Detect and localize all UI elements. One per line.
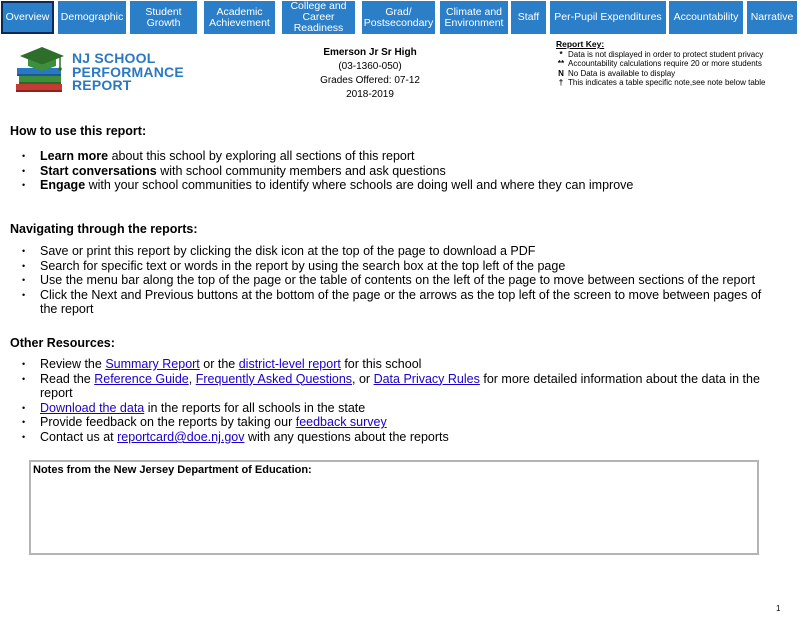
key-text: Accountability calculations require 20 or more students — [568, 59, 762, 69]
bullet-icon: • — [22, 417, 26, 428]
list-item — [22, 164, 782, 179]
contact-email-link[interactable]: reportcard@doe.nj.gov — [117, 429, 245, 444]
school-header — [290, 46, 450, 102]
item-text: about this school by exploring all sections of this report — [108, 149, 415, 163]
item-text: for more detailed information about the data in the report — [40, 371, 760, 401]
tab-grad-postsecondary[interactable] — [362, 1, 435, 34]
grades-offered: Grades Offered: 07-12 — [320, 75, 420, 86]
school-name: Emerson Jr Sr High — [323, 47, 417, 58]
tab-label: College and Career Readiness — [290, 0, 347, 34]
report-key-row — [556, 69, 796, 79]
report-key-row — [556, 59, 796, 69]
district-report-link[interactable]: district-level report — [238, 357, 341, 371]
notes-box — [29, 460, 759, 555]
item-bold: Learn more — [40, 149, 109, 163]
notes-title: Notes from the New Jersey Department of Education: — [33, 464, 312, 476]
list-item — [22, 149, 782, 164]
list-item — [22, 178, 782, 193]
navigating-heading: Navigating through the reports: — [10, 222, 198, 236]
how-to-use-list — [22, 149, 782, 193]
tab-label: Accountability — [673, 11, 739, 23]
key-symbol: ** — [557, 59, 565, 69]
graduation-cap-books-icon — [12, 44, 70, 102]
item-text: Use the menu bar along the top of the page or the table of contents on the left of the page to move between sections of the report — [40, 273, 756, 288]
bullet-icon: • — [22, 373, 26, 384]
item-text: Provide feedback on the reports by taking our — [40, 415, 296, 430]
tab-label: Demographic — [60, 11, 124, 23]
feedback-survey-link[interactable]: feedback survey — [295, 415, 387, 430]
tab-label: Narrative — [750, 11, 794, 23]
list-item — [22, 415, 782, 430]
key-text: Data is not displayed in order to protect student privacy — [568, 49, 764, 59]
faq-link[interactable]: Frequently Asked Questions — [195, 371, 353, 386]
list-item — [22, 401, 782, 416]
item-text: in the reports for all schools in the state — [144, 400, 366, 415]
tab-college-career-readiness[interactable] — [282, 1, 355, 34]
download-data-link[interactable]: Download the data — [40, 400, 145, 415]
tab-label: Student Growth — [145, 5, 182, 29]
tab-narrative[interactable] — [747, 1, 797, 34]
reference-guide-link[interactable]: Reference Guide — [94, 371, 189, 386]
report-key — [556, 40, 796, 88]
list-item — [22, 273, 782, 288]
bullet-icon: • — [22, 402, 26, 413]
bullet-icon: • — [22, 260, 26, 271]
tab-overview[interactable] — [1, 1, 54, 34]
bullet-icon: • — [22, 180, 26, 191]
item-text: or the — [199, 357, 239, 371]
report-key-row — [556, 50, 796, 60]
logo-line: PERFORMANCE — [72, 63, 184, 80]
key-symbol: N — [558, 68, 564, 78]
bullet-icon: • — [22, 359, 26, 369]
list-item — [22, 288, 782, 317]
key-symbol: * — [559, 49, 563, 59]
bullet-icon: • — [22, 275, 26, 286]
item-text: , — [188, 371, 196, 386]
tab-demographic[interactable] — [58, 1, 126, 34]
report-key-row — [556, 78, 796, 88]
page-number: 1 — [776, 604, 781, 613]
item-text: Click the Next and Previous buttons at the bottom of the page or the arrows as the top left of the screen to move between pages of the report — [40, 287, 762, 317]
school-code: (03-1360-050) — [338, 61, 402, 72]
item-bold: Start conversations — [40, 163, 157, 178]
list-item — [22, 244, 782, 259]
other-resources-list — [22, 357, 782, 445]
tab-label: Overview — [5, 11, 50, 23]
list-item — [22, 259, 782, 274]
key-text: No Data is available to display — [568, 68, 676, 78]
item-bold: Engage — [40, 178, 86, 193]
item-text: with any questions about the reports — [244, 429, 449, 444]
bullet-icon: • — [22, 246, 26, 256]
nj-school-performance-logo — [12, 44, 184, 102]
tab-accountability[interactable] — [669, 1, 743, 34]
bullet-icon: • — [22, 431, 26, 442]
item-text: Contact us at — [40, 429, 118, 444]
logo-wordmark — [72, 52, 184, 93]
data-privacy-rules-link[interactable]: Data Privacy Rules — [373, 371, 480, 386]
tab-label: Per-Pupil Expenditures — [554, 11, 662, 23]
other-resources-heading: Other Resources: — [10, 336, 115, 350]
bullet-icon: • — [22, 165, 26, 176]
tab-student-growth[interactable] — [130, 1, 197, 34]
tab-label: Staff — [517, 11, 540, 23]
summary-report-link[interactable]: Summary Report — [105, 357, 200, 371]
item-text: with school community members and ask questions — [156, 163, 446, 178]
section-nav-bar — [0, 0, 800, 36]
key-text: This indicates a table specific note,see note below table — [568, 78, 766, 88]
tab-label: Climate and Environment — [444, 5, 504, 29]
list-item — [22, 357, 782, 372]
list-item — [22, 372, 782, 401]
tab-staff[interactable] — [511, 1, 546, 34]
item-text: Save or print this report by clicking the disk icon at the top of the page to download a PDF — [40, 244, 536, 258]
logo-line: REPORT — [72, 77, 132, 93]
key-symbol: † — [558, 78, 564, 88]
bullet-icon: • — [22, 289, 26, 300]
item-text: for this school — [340, 357, 422, 371]
report-key-title: Report Key: — [556, 39, 605, 49]
item-text: , or — [352, 371, 374, 386]
item-text: Review the — [40, 357, 106, 371]
tab-academic-achievement[interactable] — [204, 1, 275, 34]
tab-per-pupil-expenditures[interactable] — [550, 1, 666, 34]
logo-line: NJ SCHOOL — [72, 50, 156, 66]
tab-label: Academic Achievement — [209, 5, 270, 29]
tab-label: Grad/ Postsecondary — [363, 5, 434, 29]
bullet-icon: • — [22, 151, 26, 161]
tab-climate-environment[interactable] — [440, 1, 508, 34]
item-text: Read the — [40, 371, 95, 386]
list-item — [22, 430, 782, 445]
how-to-use-heading: How to use this report: — [10, 124, 147, 138]
item-text: with your school communities to identify where schools are doing well and where they can improve — [85, 178, 634, 193]
item-text: Search for specific text or words in the report by using the search box at the top left of the page — [40, 258, 566, 273]
school-year: 2018-2019 — [346, 89, 394, 100]
navigating-list — [22, 244, 782, 317]
